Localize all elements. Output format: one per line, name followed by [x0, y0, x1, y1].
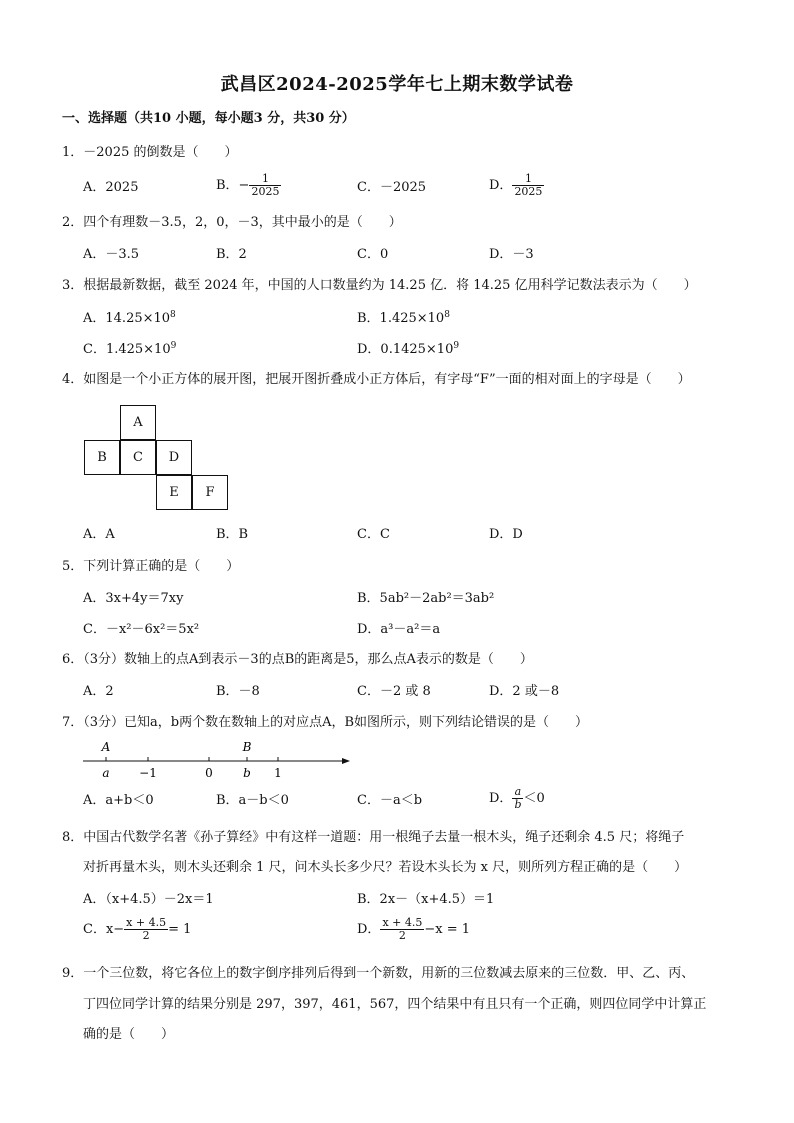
question-7-option-a: A．a+b＜0	[83, 793, 154, 808]
fraction-denominator: 2025	[514, 185, 543, 198]
question-4-option-d: D．D	[489, 527, 523, 542]
fraction	[512, 173, 544, 198]
fraction	[124, 917, 168, 942]
question-5-option-d: D．a³－a²＝a	[357, 622, 441, 637]
question-8-option-d	[357, 917, 470, 942]
question-6-option-b: B．－8	[216, 684, 260, 699]
question-2-option-d: D．－3	[489, 247, 534, 262]
power-exponent: 8	[170, 310, 176, 320]
fraction-denominator: 2	[398, 929, 406, 942]
power-exponent: 8	[444, 310, 450, 320]
cube-net-face-c: C	[120, 440, 156, 475]
question-5-stem: 5．下列计算正确的是（ ）	[62, 559, 240, 574]
question-2-stem: 2．四个有理数－3.5，2，0，－3，其中最小的是（ ）	[62, 215, 402, 230]
option-b-prefix: B．−	[216, 178, 250, 193]
option-d-suffix: ＜0	[523, 791, 545, 806]
fraction-denominator: 2025	[251, 185, 280, 198]
question-2-option-b: B．2	[216, 247, 247, 262]
question-5-option-a: A．3x+4y＝7xy	[83, 591, 184, 606]
power-exponent: 9	[170, 341, 177, 351]
option-c-prefix: C．x−	[83, 922, 125, 937]
question-3-option-d	[357, 342, 459, 358]
power-base: C．1.425×10	[83, 342, 171, 357]
option-d-prefix: D．	[357, 922, 381, 937]
fraction	[512, 786, 523, 811]
question-1-option-a: A．2025	[83, 180, 139, 195]
cube-net-face-a: A	[120, 405, 156, 440]
tick-label-b: b	[243, 766, 251, 780]
power-base: D．0.1425×10	[357, 342, 454, 357]
tick-label-minus-one: −1	[139, 766, 157, 780]
option-d-prefix: D．	[489, 178, 513, 193]
question-3-option-a	[83, 311, 176, 327]
point-label-b: B	[242, 740, 252, 754]
question-9-stem-line-2: 丁四位同学计算的结果分别是 297，397，461，567，四个结果中有且只有一个正确，则四位同学中计算正	[83, 997, 707, 1012]
question-2-option-c: C．0	[357, 247, 389, 262]
question-1-option-d	[489, 173, 544, 198]
cube-net-face-f: F	[192, 475, 228, 510]
question-3-option-b	[357, 311, 450, 327]
question-1-option-b	[216, 173, 281, 198]
cube-net-face-e: E	[156, 475, 192, 510]
point-label-a: A	[101, 740, 111, 754]
fraction-numerator: 1	[512, 173, 544, 186]
question-3-stem: 3．根据最新数据，截至 2024 年，中国的人口数量约为 14.25 亿．将 14.25 亿用科学记数法表示为（ ）	[62, 278, 697, 293]
option-d-prefix: D．	[489, 791, 513, 806]
fraction	[380, 917, 424, 942]
fraction-numerator: x + 4.5	[382, 916, 423, 929]
section-heading-choice: 一、选择题（共10 小题，每小题3 分，共30 分）	[62, 111, 355, 126]
page-title: 武昌区2024-2025学年七上期末数学试卷	[220, 74, 574, 95]
question-6-option-c: C．－2 或 8	[357, 684, 431, 699]
question-3-option-c	[83, 342, 176, 358]
tick-label-zero: 0	[205, 766, 213, 780]
question-4-stem: 4．如图是一个小正方体的展开图，把展开图折叠成小正方体后，有字母“F”一面的相对面上的字母是（ ）	[62, 372, 691, 387]
question-5-option-c: C．－x²－6x²＝5x²	[83, 622, 200, 637]
question-6-option-d: D．2 或－8	[489, 684, 560, 699]
fraction-denominator: 2	[142, 929, 150, 942]
question-1-stem: 1．－2025 的倒数是（ ）	[62, 145, 238, 160]
question-7-stem: 7．（3分）已知a，b两个数在数轴上的对应点A，B如图所示，则下列结论错误的是（ ）	[62, 715, 589, 730]
question-8-option-a: A．（x+4.5）－2x＝1	[83, 892, 214, 907]
question-8-stem-line-1: 8．中国古代数学名著《孙子算经》中有这样一道题：用一根绳子去量一根木头，绳子还剩余 4.5 尺；将绳子	[62, 830, 685, 845]
question-4-option-b: B．B	[216, 527, 249, 542]
question-7-option-c: C．－a＜b	[357, 793, 423, 808]
power-exponent: 9	[453, 341, 460, 351]
number-line-arrow-icon	[342, 758, 350, 764]
question-6-stem: 6．（3分）数轴上的点A到表示－3的点B的距离是5，那么点A表示的数是（ ）	[62, 652, 533, 667]
power-base: B．1.425×10	[357, 311, 445, 326]
option-d-suffix: −x = 1	[424, 922, 471, 937]
question-7-option-d	[489, 786, 545, 811]
fraction-denominator: b	[514, 798, 522, 811]
question-4-option-a: A．A	[83, 527, 115, 542]
fraction-numerator: a	[512, 786, 523, 799]
question-2-option-a: A．－3.5	[83, 247, 140, 262]
tick-label-a: a	[102, 766, 110, 780]
question-8-option-b: B．2x－（x+4.5）＝1	[357, 892, 495, 907]
question-7-option-b: B．a－b＜0	[216, 793, 289, 808]
cube-net-face-d: D	[156, 440, 192, 475]
power-base: A．14.25×10	[83, 311, 171, 326]
fraction-numerator: x + 4.5	[126, 916, 167, 929]
question-6-option-a: A．2	[83, 684, 114, 699]
fraction-numerator: 1	[249, 173, 281, 186]
question-8-stem-line-2: 对折再量木头，则木头还剩余 1 尺，问木头长多少尺？若设木头长为 x 尺，则所列方程正确的是（ ）	[83, 860, 688, 875]
question-8-option-c	[83, 917, 191, 942]
cube-net-face-b: B	[84, 440, 120, 475]
tick-label-one: 1	[274, 766, 282, 780]
option-c-suffix: = 1	[168, 922, 192, 937]
question-5-option-b: B．5ab²－2ab²＝3ab²	[357, 591, 495, 606]
number-line-figure	[80, 736, 355, 784]
question-1-option-c: C．－2025	[357, 180, 427, 195]
question-4-option-c: C．C	[357, 527, 390, 542]
question-9-stem-line-1: 9．一个三位数，将它各位上的数字倒序排列后得到一个新数，用新的三位数减去原来的三位数．甲、乙、丙、	[62, 966, 695, 981]
fraction	[249, 173, 281, 198]
question-9-stem-line-3: 确的是（ ）	[83, 1027, 175, 1042]
